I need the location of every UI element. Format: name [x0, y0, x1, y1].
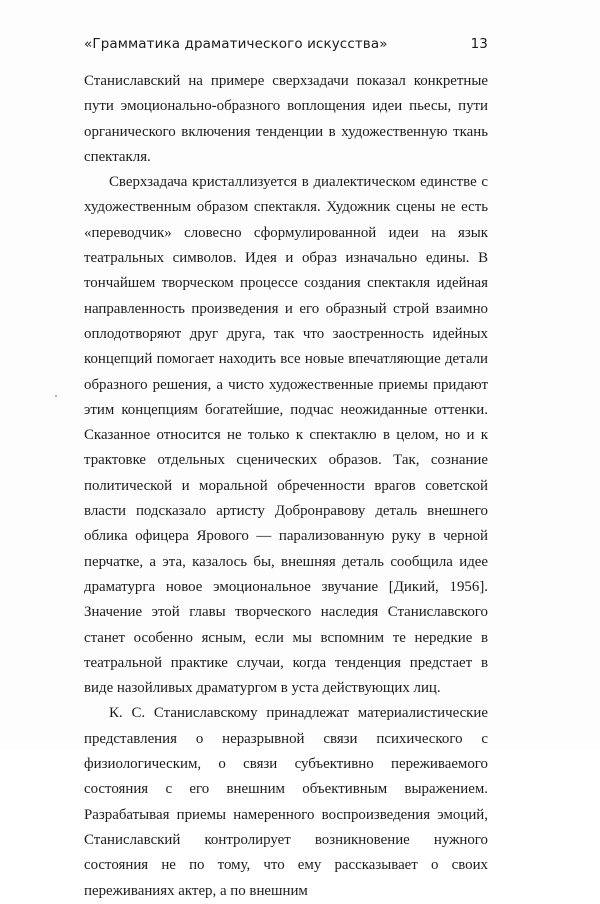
page-number: 13: [470, 36, 488, 52]
paragraph-1: Станиславский на примере сверхзадачи показал конкретные пути эмоционально-образного воплощения идеи пьесы, пути органического включения тенденции в художественную ткань спектакля.: [84, 73, 488, 165]
margin-speck: [55, 395, 57, 397]
body-text: [84, 69, 488, 904]
paragraph-2: Сверхзадача кристаллизуется в диалектическом единстве с художественным образом спектакля. Художник сцены не есть «переводчик» словесно сформулированной идеи на язык театральных символов. Идея и образ изначально едины. В тончайшем творческом процессе создания спектакля идейная направленность произведения и его образный строй взаимно оплодотворяют друг друга, так что заостренность идейных концепций помогает находить все новые впечатляющие детали образного решения, а чисто художественные приемы придают этим концепциям богатейшие, подчас неожиданные оттенки. Сказанное относится не только к спектаклю в целом, но и к трактовке отдельных сценических образов. Так, сознание политической и моральной обреченности врагов советской власти подсказало артисту Добронравову деталь внешнего облика офицера Ярового — парализованную руку в черной перчатке, а эта, казалось бы, внешняя деталь сообщила идее драматурга новое эмоциональное звучание [Дикий, 1956]. Значение этой главы творческого наследия Станиславского станет особенно ясным, если мы вспомним те нередкие в театральной практике случаи, когда тенденция предстает в виде назойливых драматургом в уста действующих лиц.: [84, 174, 488, 697]
running-header: [84, 36, 488, 58]
paragraph-3: К. С. Станиславскому принадлежат материалистические представления о неразрывной связи психического с физиологическим, о связи субъективно переживаемого состояния с его внешним объективным выражением. Разрабатывая приемы намеренного воспроизведения эмоций, Станиславский контролирует возникновение нужного состояния не по тому, что ему рассказывает о своих переживаниях актер, а по внешним: [84, 705, 488, 899]
running-header-title: «Грамматика драматического искусства»: [84, 36, 388, 52]
